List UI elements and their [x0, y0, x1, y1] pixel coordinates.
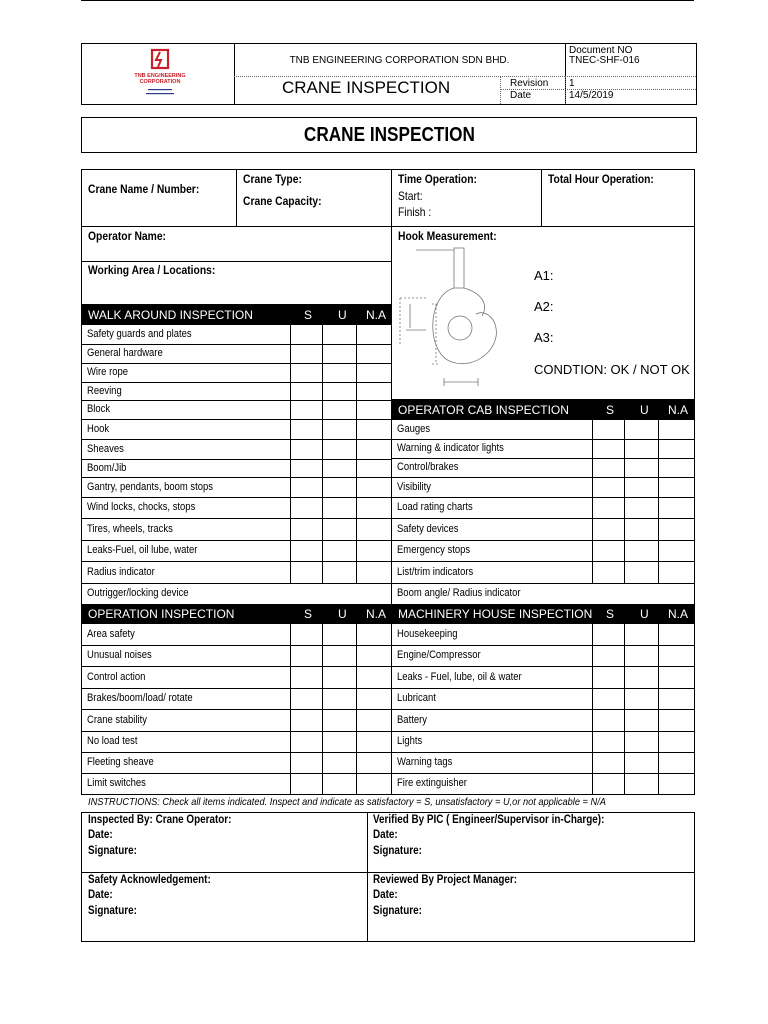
condition-label: CONDTION: OK / NOT OK [534, 362, 690, 377]
verified-date-label: Date: [373, 829, 398, 841]
operation-item-label: Limit switches [87, 777, 146, 789]
walk-around-item-label: Hook [87, 423, 110, 435]
operation-check-s[interactable] [291, 689, 321, 708]
operator-cab-check-u[interactable] [625, 562, 657, 582]
operation-check-u[interactable] [323, 753, 355, 772]
machinery-check-na[interactable] [659, 667, 693, 687]
operator-cab-check-s[interactable] [593, 421, 623, 438]
operation-check-na[interactable] [357, 710, 390, 730]
operator-cab-item-label: List/trim indicators [397, 566, 474, 578]
operator-cab-col-na: N.A [668, 403, 689, 417]
operation-check-na[interactable] [357, 625, 390, 644]
walk-around-check-u[interactable] [323, 519, 355, 539]
hook-measurement-label: Hook Measurement: [398, 229, 497, 243]
operator-cab-col-u: U [640, 403, 649, 417]
inspected-date-label: Date: [88, 829, 113, 841]
walk-around-item-label: Sheaves [87, 443, 124, 455]
walk-around-check-s[interactable] [291, 478, 321, 496]
table-row [397, 477, 437, 497]
walk-around-check-u[interactable] [323, 541, 355, 560]
svg-text:CORPORATION: CORPORATION [139, 79, 181, 85]
table-row [397, 773, 478, 794]
machinery-item-label: Fire extinguisher [397, 777, 467, 789]
operator-name-label: Operator Name: [88, 229, 167, 243]
table-row [87, 363, 135, 382]
table-row [87, 497, 213, 518]
safety-date-label: Date: [88, 889, 113, 901]
operation-item-label: Crane stability [87, 714, 147, 726]
walk-around-check-s[interactable] [291, 440, 321, 458]
operation-check-na[interactable] [357, 646, 390, 665]
time-operation-label: Time Operation: [398, 172, 477, 186]
table-row [397, 561, 486, 583]
hook-diagram [396, 244, 516, 390]
table-row [397, 709, 432, 731]
operation-col-u: U [338, 607, 347, 621]
operator-cab-item-label: Safety devices [397, 523, 459, 535]
operation-item-label: Fleeting sheave [87, 756, 154, 768]
inspected-by-label: Inspected By: Crane Operator: [88, 814, 232, 826]
machinery-header-label: MACHINERY HOUSE INSPECTION [398, 607, 593, 621]
table-row [87, 344, 175, 363]
a2-label: A2: [534, 299, 554, 314]
operation-check-na[interactable] [357, 689, 390, 708]
operator-cab-check-na[interactable] [659, 519, 693, 539]
machinery-check-s[interactable] [593, 774, 623, 793]
walk-around-col-na: N.A [366, 308, 387, 322]
walk-around-check-u[interactable] [323, 562, 355, 582]
walk-around-check-na[interactable] [357, 460, 390, 476]
table-row [87, 540, 215, 561]
operation-item-label: Control action [87, 671, 146, 683]
operator-cab-check-na[interactable] [659, 440, 693, 457]
operation-check-u[interactable] [323, 667, 355, 687]
walk-around-item-label: Radius indicator [87, 566, 155, 578]
operation-check-u[interactable] [323, 646, 355, 665]
table-row [397, 420, 436, 439]
operator-cab-check-s[interactable] [593, 562, 623, 582]
operator-cab-check-s[interactable] [593, 519, 623, 539]
operation-check-u[interactable] [323, 732, 355, 751]
table-row [87, 645, 162, 666]
finish-label: Finish : [398, 205, 432, 219]
working-area-label: Working Area / Locations: [88, 263, 216, 277]
operator-cab-item-label: Control/brakes [397, 461, 459, 473]
machinery-check-u[interactable] [625, 732, 657, 751]
walk-around-check-na[interactable] [357, 401, 390, 418]
operator-cab-item-label: Visibility [397, 481, 431, 493]
operator-cab-check-s[interactable] [593, 459, 623, 476]
operator-cab-check-na[interactable] [659, 421, 693, 438]
walk-around-col-s: S [304, 308, 313, 322]
walk-around-item-label: Outrigger/locking device [87, 587, 189, 599]
machinery-check-na[interactable] [659, 710, 693, 730]
table-row [397, 439, 521, 458]
page-title: CRANE INSPECTION [303, 123, 475, 146]
operator-cab-item-label: Gauges [397, 423, 431, 435]
table-row [87, 459, 133, 477]
machinery-col-u: U [640, 607, 649, 621]
operator-cab-check-na[interactable] [659, 562, 693, 582]
operation-check-na[interactable] [357, 732, 390, 751]
walk-around-check-s[interactable] [291, 326, 321, 343]
crane-capacity-label: Crane Capacity: [243, 194, 322, 208]
walk-around-item-label: Wind locks, chocks, stops [87, 501, 196, 513]
operation-check-na[interactable] [357, 667, 390, 687]
operation-check-na[interactable] [357, 774, 390, 793]
operation-item-label: No load test [87, 735, 138, 747]
operation-item-label: Area safety [87, 628, 135, 640]
table-row [87, 688, 210, 709]
walk-around-item-label: Gantry, pendants, boom stops [87, 481, 214, 493]
operation-check-s[interactable] [291, 774, 321, 793]
walk-around-item-label: Wire rope [87, 366, 129, 378]
a3-label: A3: [534, 330, 554, 345]
walk-around-check-u[interactable] [323, 420, 355, 438]
operator-cab-check-u[interactable] [625, 440, 657, 457]
svg-text:TNB ENGINEERING: TNB ENGINEERING [134, 73, 186, 79]
operator-cab-item-label: Emergency stops [397, 544, 471, 556]
walk-around-check-u[interactable] [323, 498, 355, 517]
walk-around-check-u[interactable] [323, 326, 355, 343]
machinery-item-label: Lights [397, 735, 423, 747]
walk-around-check-na[interactable] [357, 478, 390, 496]
table-row [397, 540, 482, 561]
operator-cab-check-na[interactable] [659, 541, 693, 560]
walk-around-check-u[interactable] [323, 440, 355, 458]
operator-cab-check-na[interactable] [659, 459, 693, 476]
walk-around-check-s[interactable] [291, 383, 321, 399]
walk-around-header [81, 305, 391, 325]
walk-around-check-u[interactable] [323, 401, 355, 418]
walk-around-check-na[interactable] [357, 420, 390, 438]
machinery-check-s[interactable] [593, 625, 623, 644]
table-row [87, 477, 234, 497]
machinery-check-s[interactable] [593, 732, 623, 751]
walk-around-check-u[interactable] [323, 460, 355, 476]
machinery-col-na: N.A [668, 607, 689, 621]
walk-around-check-s[interactable] [291, 519, 321, 539]
operator-cab-header [391, 400, 694, 420]
table-row [397, 645, 494, 666]
company-name: TNB ENGINEERING CORPORATION SDN BHD. [289, 55, 510, 66]
table-row [87, 752, 165, 773]
safety-signature-label: Signature: [88, 905, 137, 917]
operation-item-label: Brakes/boom/load/ rotate [87, 692, 193, 704]
walk-around-col-u: U [338, 308, 347, 322]
machinery-check-s[interactable] [593, 646, 623, 665]
machinery-item-label: Engine/Compressor [397, 649, 481, 661]
walk-around-check-s[interactable] [291, 460, 321, 476]
operator-cab-check-s[interactable] [593, 498, 623, 517]
machinery-check-s[interactable] [593, 710, 623, 730]
operation-header-label: OPERATION INSPECTION [88, 607, 235, 621]
machinery-check-u[interactable] [625, 689, 657, 708]
machinery-header [391, 604, 694, 624]
operation-col-na: N.A [366, 607, 387, 621]
operation-check-s[interactable] [291, 710, 321, 730]
machinery-check-na[interactable] [659, 753, 693, 772]
table-row [87, 561, 166, 583]
operator-cab-item-label: Load rating charts [397, 501, 473, 513]
operation-check-s[interactable] [291, 753, 321, 772]
machinery-check-s[interactable] [593, 667, 623, 687]
table-row [397, 624, 467, 645]
operator-cab-check-s[interactable] [593, 440, 623, 457]
walk-around-item-label: Reeving [87, 385, 122, 397]
operation-item-label: Unusual noises [87, 649, 152, 661]
machinery-check-u[interactable] [625, 774, 657, 793]
machinery-item-label: Leaks - Fuel, lube, oil & water [397, 671, 522, 683]
walk-around-header-label: WALK AROUND INSPECTION [88, 308, 253, 322]
table-row [87, 624, 143, 645]
table-row [397, 752, 461, 773]
revision-value: 1 [569, 78, 575, 89]
walk-around-check-u[interactable] [323, 364, 355, 381]
crane-type-label: Crane Type: [243, 172, 302, 186]
verified-signature-label: Signature: [373, 845, 422, 857]
walk-around-check-u[interactable] [323, 478, 355, 496]
machinery-check-u[interactable] [625, 667, 657, 687]
verified-by-label: Verified By PIC ( Engineer/Supervisor in-Charge): [373, 814, 605, 826]
operator-cab-check-s[interactable] [593, 478, 623, 496]
operation-header [81, 604, 391, 624]
operator-cab-check-u[interactable] [625, 498, 657, 517]
table-row [87, 518, 187, 540]
walk-around-item-label: Safety guards and plates [87, 328, 192, 340]
operator-cab-check-na[interactable] [659, 478, 693, 496]
operator-cab-header-label: OPERATOR CAB INSPECTION [398, 403, 569, 417]
start-label: Start: [398, 189, 423, 203]
machinery-check-na[interactable] [659, 646, 693, 665]
machinery-check-u[interactable] [625, 625, 657, 644]
doc-no-value: TNEC-SHF-016 [569, 55, 640, 66]
reviewed-by-label: Reviewed By Project Manager: [373, 874, 518, 886]
walk-around-check-s[interactable] [291, 364, 321, 381]
table-row [397, 731, 426, 752]
machinery-check-na[interactable] [659, 774, 693, 793]
walk-around-check-s[interactable] [291, 401, 321, 418]
walk-around-item-label: Leaks-Fuel, oil lube, water [87, 544, 198, 556]
revision-label: Revision [510, 78, 549, 89]
operation-check-s[interactable] [291, 732, 321, 751]
machinery-item-label: Battery [397, 714, 427, 726]
table-row [87, 325, 209, 344]
safety-ack-label: Safety Acknowledgement: [88, 874, 211, 886]
walk-around-check-s[interactable] [291, 498, 321, 517]
table-row [87, 439, 130, 459]
operation-check-s[interactable] [291, 625, 321, 644]
operation-check-u[interactable] [323, 689, 355, 708]
table-row [87, 666, 155, 688]
table-row [397, 666, 542, 688]
table-row [87, 731, 146, 752]
machinery-check-u[interactable] [625, 710, 657, 730]
operation-check-u[interactable] [323, 625, 355, 644]
walk-around-check-na[interactable] [357, 345, 390, 362]
walk-around-check-s[interactable] [291, 562, 321, 582]
machinery-check-u[interactable] [625, 753, 657, 772]
a1-label: A1: [534, 268, 554, 283]
walk-around-check-na[interactable] [357, 562, 390, 582]
document-header [81, 43, 697, 105]
machinery-check-na[interactable] [659, 689, 693, 708]
date-label: Date [510, 90, 532, 101]
machinery-item-label: Warning tags [397, 756, 453, 768]
table-row [397, 518, 469, 540]
operator-cab-check-u[interactable] [625, 421, 657, 438]
operation-check-s[interactable] [291, 667, 321, 687]
form-title: CRANE INSPECTION [282, 78, 451, 97]
table-row [87, 419, 113, 439]
walk-around-check-na[interactable] [357, 498, 390, 517]
reviewed-signature-label: Signature: [373, 905, 422, 917]
table-row [397, 688, 442, 709]
machinery-check-s[interactable] [593, 689, 623, 708]
doc-no-label: Document NO [569, 45, 633, 56]
table-row [397, 583, 541, 603]
operator-cab-col-s: S [606, 403, 615, 417]
reviewed-date-label: Date: [373, 889, 398, 901]
operation-check-s[interactable] [291, 646, 321, 665]
walk-around-check-na[interactable] [357, 364, 390, 381]
table-row [87, 400, 114, 419]
machinery-check-na[interactable] [659, 625, 693, 644]
crane-name-label: Crane Name / Number: [88, 182, 200, 196]
total-hour-label: Total Hour Operation: [548, 172, 654, 186]
walk-around-check-na[interactable] [357, 383, 390, 399]
walk-around-check-na[interactable] [357, 440, 390, 458]
crane-hook-icon [396, 244, 516, 390]
table-row [397, 458, 469, 477]
walk-around-check-na[interactable] [357, 326, 390, 343]
inspected-signature-label: Signature: [88, 845, 137, 857]
operator-cab-check-u[interactable] [625, 478, 657, 496]
machinery-check-s[interactable] [593, 753, 623, 772]
operation-check-u[interactable] [323, 774, 355, 793]
walk-around-item-label: General hardware [87, 347, 163, 359]
walk-around-check-na[interactable] [357, 541, 390, 560]
walk-around-check-s[interactable] [291, 420, 321, 438]
walk-around-check-s[interactable] [291, 345, 321, 362]
machinery-check-u[interactable] [625, 646, 657, 665]
table-row [87, 773, 155, 794]
company-logo [132, 48, 188, 100]
machinery-item-label: Housekeeping [397, 628, 458, 640]
walk-around-item-label: Boom/Jib [87, 462, 127, 474]
walk-around-item-label: Tires, wheels, tracks [87, 523, 173, 535]
operator-cab-check-u[interactable] [625, 459, 657, 476]
operator-cab-check-na[interactable] [659, 498, 693, 517]
tnb-logo-icon [132, 48, 188, 100]
operator-cab-check-u[interactable] [625, 519, 657, 539]
table-row [397, 497, 485, 518]
walk-around-item-label: Block [87, 403, 111, 415]
machinery-col-s: S [606, 607, 615, 621]
operator-cab-check-s[interactable] [593, 541, 623, 560]
operation-check-u[interactable] [323, 710, 355, 730]
operation-check-na[interactable] [357, 753, 390, 772]
date-value: 14/5/2019 [569, 90, 614, 101]
instructions-text: INSTRUCTIONS: Check all items indicated. Inspect and indicate as satisfactory = S, unsatisfactory = U,or not applicable = N/A [88, 796, 606, 808]
operation-col-s: S [304, 607, 313, 621]
machinery-item-label: Lubricant [397, 692, 436, 704]
operator-cab-item-label: Warning & indicator lights [397, 442, 504, 454]
walk-around-check-u[interactable] [323, 383, 355, 399]
walk-around-check-u[interactable] [323, 345, 355, 362]
operator-cab-check-u[interactable] [625, 541, 657, 560]
page-title-box [81, 117, 697, 153]
table-row [87, 583, 205, 603]
operator-cab-item-label: Boom angle/ Radius indicator [397, 587, 521, 599]
table-row [87, 382, 127, 400]
machinery-check-na[interactable] [659, 732, 693, 751]
walk-around-check-na[interactable] [357, 519, 390, 539]
table-row [87, 709, 157, 731]
walk-around-check-s[interactable] [291, 541, 321, 560]
